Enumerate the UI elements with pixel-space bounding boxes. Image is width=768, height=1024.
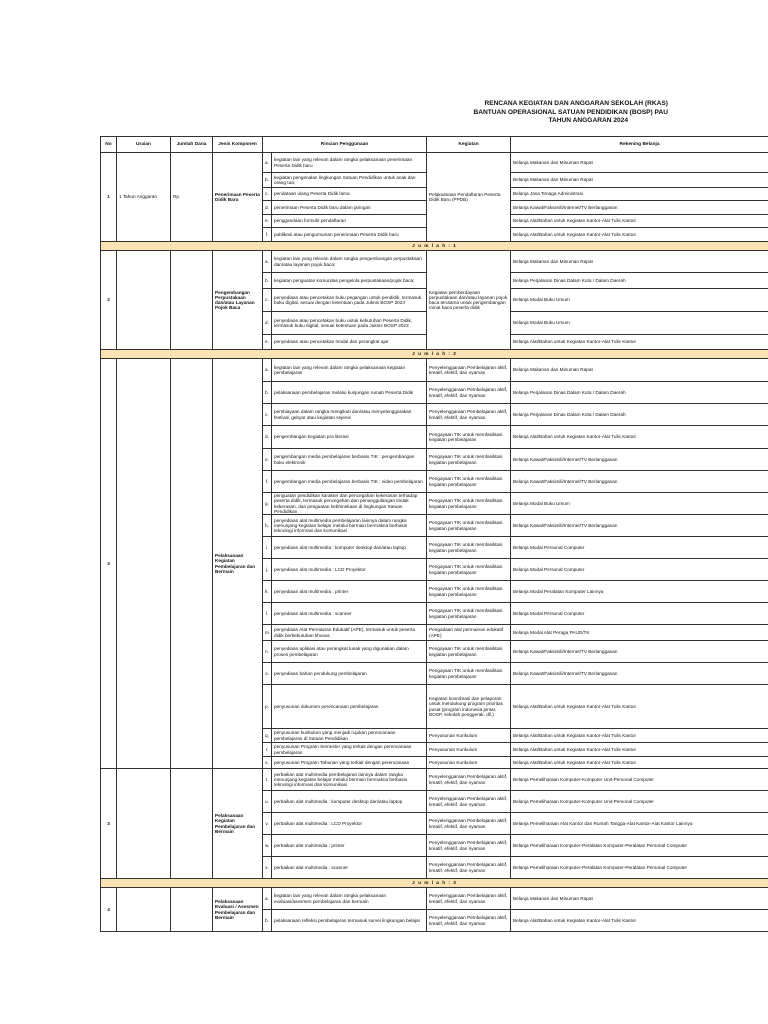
rekening-cell: Belanja Makanan dan Minuman Rapat — [511, 359, 768, 382]
table-row — [101, 251, 768, 273]
jumlah-row — [101, 242, 768, 251]
rekening-cell: Belanja Perjalanan Dinas Dalam Kota / Dalam Daerah — [511, 382, 768, 404]
kegiatan-cell: Penyelenggaraan Pembelajaran aktif, kreatif, efektif, dan nyaman — [427, 813, 511, 835]
jumlah-dana-cell — [171, 769, 213, 879]
rincian-cell: penyusunan Program Semester yang terkait dengan perencanaan pembelajaran — [272, 743, 427, 757]
jumlah-row — [101, 350, 768, 359]
rekening-cell: Belanja Kawat/Faksimili/Internet/TV Berlangganan — [511, 641, 768, 663]
rekening-cell: Belanja Pemeliharaan Komputer-Komputer Unit-Personal Computer — [511, 769, 768, 791]
kegiatan-cell: Penyusunan Kurikulum — [427, 757, 511, 769]
item-letter: l. — [263, 603, 272, 625]
rekening-cell: Belanja Modal Buku Umum — [511, 312, 768, 335]
rekening-cell: Belanja Jasa Tenaga Administrasi — [511, 188, 768, 201]
rekening-cell: Belanja Modal Buku Umum — [511, 493, 768, 515]
rincian-cell: kegiatan penguatan komunitas pengelola perpustakaan/pojok baca; — [272, 273, 427, 289]
rekening-cell: Belanja Pemeliharaan Komputer-Peralatan Komputer-Peralatan Personal Computer — [511, 857, 768, 879]
item-letter: b. — [263, 273, 272, 289]
kegiatan-cell: Pengayaan TIK untuk memfasilitasi kegiatan pembelajaran — [427, 471, 511, 493]
kegiatan-cell: Pengayaan TIK untuk memfasilitasi kegiatan pembelajaran — [427, 603, 511, 625]
item-letter: f. — [263, 228, 272, 242]
rekening-cell: Belanja Perjalanan Dinas Dalam Kota / Dalam Daerah — [511, 273, 768, 289]
rekening-cell: Belanja Alat/Bahan untuk Kegiatan Kantor-Alat Tulis Kantor — [511, 729, 768, 743]
kegiatan-cell: Pengayaan TIK untuk memfasilitasi kegiatan pembelajaran — [427, 537, 511, 559]
rincian-cell: penyediaan aplikasi atau perangkat lunak yang digunakan dalam proses pembelajaran — [272, 641, 427, 663]
rincian-cell: penyediaan alat multimedia pembelajaran lainnya dalam rangka menunjang kegiatan belajar melalui bermain bermakna berbasis teknologi informasi dan komunikasi — [272, 515, 427, 537]
rincian-cell: publikasi atau pengumuman penerimaan Peserta Didik baru — [272, 228, 427, 242]
item-letter: e. — [263, 449, 272, 471]
item-letter: d. — [263, 312, 272, 335]
uraian-cell — [117, 769, 171, 879]
rincian-cell: pembiayaan dalam rangka mengikuti dan/atau menyelenggarakan festival, gebyar atau kegiatan sejenis — [272, 404, 427, 426]
kegiatan-cell: Penyelenggaraan Pembelajaran aktif, kreatif, efektif, dan nyaman — [427, 835, 511, 857]
item-letter: w. — [263, 835, 272, 857]
kegiatan-cell: Penyelenggaraan Pembelajaran aktif, kreatif, efektif, dan nyaman — [427, 404, 511, 426]
rekening-cell: Belanja Alat/Bahan untuk Kegiatan Kantor-Alat Tulis Kantor — [511, 426, 768, 449]
rekening-cell: Belanja Kawat/Faksimili/Internet/TV Berlangganan — [511, 449, 768, 471]
uraian-cell — [117, 888, 171, 932]
item-letter: b. — [263, 173, 272, 188]
item-letter: f. — [263, 471, 272, 493]
rincian-cell: penyediaan alat multimedia : printer — [272, 581, 427, 603]
komponen-label: Penerimaan Peserta Didik Baru — [215, 191, 260, 202]
item-letter: m. — [263, 625, 272, 641]
kegiatan-cell: Pengayaan TIK untuk memfasilitasi kegiatan pembelajaran — [427, 641, 511, 663]
kegiatan-cell: Penyelenggaraan Pembelajaran aktif, kreatif, efektif, dan nyaman — [427, 857, 511, 879]
rincian-cell: kegiatan lain yang relevan dalam rangka pelaksanaan kegiatan pembelajaran — [272, 359, 427, 382]
item-letter: p. — [263, 685, 272, 729]
rekening-cell: Belanja Modal Peralatan Komputer Lainnya — [511, 581, 768, 603]
komponen-label: Pengembangan Perpustakaan dan/atau Layanan Pojok Baca — [215, 289, 255, 311]
col-header-kegiatan: Kegiatan — [427, 137, 511, 153]
rekening-cell: Belanja Alat/Bahan untuk Kegiatan Kantor-Alat Tulis Kantor — [511, 743, 768, 757]
rincian-cell: pengembangan media pembelajaran berbasis TIK : video pembelajaran — [272, 471, 427, 493]
rincian-cell: penyediaan atau pencetakan modul dan perangkat ajar — [272, 335, 427, 350]
rekening-cell: Belanja Modal Buku Umum — [511, 289, 768, 312]
rekening-cell: Belanja Makanan dan Minuman Rapat — [511, 251, 768, 273]
item-letter: u. — [263, 791, 272, 813]
rincian-cell: perbaikan alat multimedia : LCD Proyektor — [272, 813, 427, 835]
rekening-cell: Belanja Pemeliharaan Komputer-Komputer Unit-Personal Computer — [511, 791, 768, 813]
jenis-komponen-cell — [213, 359, 263, 769]
kegiatan-cell: Penyelenggaraan Pembelajaran aktif, kreatif, efektif, dan nyaman — [427, 382, 511, 404]
kegiatan-cell: Pengayaan TIK untuk memfasilitasi kegiatan pembelajaran — [427, 663, 511, 685]
col-header-uraian: Uraian — [117, 137, 171, 153]
rincian-cell: penerimaan Peserta Didik baru dalam jaringan — [272, 201, 427, 215]
item-letter: k. — [263, 581, 272, 603]
kegiatan-cell: Pengayaan TIK untuk memfasilitasi kegiatan pembelajaran — [427, 493, 511, 515]
rekening-cell: Belanja Perjalanan Dinas Dalam Kota / Dalam Daerah — [511, 404, 768, 426]
uraian-cell — [117, 153, 171, 242]
rincian-cell: penyediaan Alat Permainan Edukatif (APE), termasuk untuk peserta didik berkebutuhan khusus — [272, 625, 427, 641]
col-header-no: No — [101, 137, 117, 153]
rincian-cell: penyediaan atau pencetakan buku untuk kebutuhan Peserta Didik, termasuk buku digital, sesuai ketentuan pada Juknis BOSP 2023 — [272, 312, 427, 335]
item-letter: q. — [263, 729, 272, 743]
kegiatan-cell: Kegiatan pemberdayaan perpustakaan dan/atau layanan pojok baca terutama untuk pengembangan minat baca peserta didik — [427, 251, 511, 350]
rincian-cell: penyediaan bahan pendukung pembelajaran — [272, 663, 427, 685]
komponen-label: Pelaksanaan Kegiatan Pembelajaran dan Bermain — [215, 553, 256, 574]
rincian-cell: pengembangan kegiatan pra literasi — [272, 426, 427, 449]
kegiatan-cell: Pengayaan TIK untuk memfasilitasi kegiatan pembelajaran — [427, 559, 511, 581]
jumlah-dana-cell — [171, 888, 213, 932]
col-header-jenis-komponen: Jenis Komponen — [213, 137, 263, 153]
item-letter: e. — [263, 215, 272, 228]
item-letter: a. — [263, 888, 272, 910]
table-row — [101, 769, 768, 791]
item-letter: o. — [263, 663, 272, 685]
rekening-cell: Belanja Alat/Bahan untuk Kegiatan Kantor-Alat Tulis Kantor — [511, 228, 768, 242]
col-header-rincian: Rincian Penggunaan — [263, 137, 427, 153]
item-letter: v. — [263, 813, 272, 835]
row-number: 3 — [101, 769, 117, 879]
rekening-cell: Belanja Alat/Bahan untuk Kegiatan Kantor-Alat Tulis Kantor — [511, 757, 768, 769]
kegiatan-cell: Penyusunan Kurikulum — [427, 729, 511, 743]
jumlah-dana-cell — [171, 359, 213, 769]
item-letter: e. — [263, 335, 272, 350]
row-number: 2 — [101, 251, 117, 350]
kegiatan-cell: Pengayaan TIK untuk memfasilitasi kegiatan pembelajaran — [427, 449, 511, 471]
item-letter: b. — [263, 382, 272, 404]
rekening-cell: Belanja Alat/Bahan untuk Kegiatan Kantor-Alat Tulis Kantor — [511, 335, 768, 350]
rekening-cell: Belanja Pemeliharaan Komputer-Peralatan Komputer-Peralatan Personal Computer — [511, 835, 768, 857]
item-letter: c. — [263, 289, 272, 312]
item-letter: j. — [263, 559, 272, 581]
rekening-cell: Belanja Kawat/Faksimili/Internet/TV Berlangganan — [511, 515, 768, 537]
rekening-cell: Belanja Modal Personal Computer — [511, 537, 768, 559]
jenis-komponen-cell — [213, 769, 263, 879]
rkas-table — [100, 136, 768, 932]
rincian-cell: kegiatan pengenalan lingkungan Satuan Pendidikan untuk anak dan orang tua; — [272, 173, 427, 188]
jumlah-label: J u m l a h : 1 — [101, 242, 768, 251]
rincian-cell: penyediaan atau pencetakan buku pegangan untuk pendidik, termasuk buku digital, sesuai dengan ketentuan pada Juknis BOSP 2023 — [272, 289, 427, 312]
rincian-cell: perbaikan alat multimedia : printer — [272, 835, 427, 857]
rincian-cell: penguatan pendidikan karakter dan pencegahan kekerasan terhadap peserta didik, termasuk pencegahan dan penanggulangan tindak kekerasan, dan penguatan kebhinekaan di lingkungan Satuan Pendidikan — [272, 493, 427, 515]
rekening-cell: Belanja Makanan dan Minuman Rapat — [511, 888, 768, 910]
rincian-cell: pelaksanaan pembelajaran melalui kunjungan rumah Peserta Didik — [272, 382, 427, 404]
rincian-cell: pendataan ulang Peserta Didik lama — [272, 188, 427, 201]
rekening-cell: Belanja Kawat/Faksimili/Internet/TV Berlangganan — [511, 201, 768, 215]
item-letter: d. — [263, 426, 272, 449]
rincian-cell: penyusunan kurikulum yang menjadi rujukan perencanaan pembelajaran di Satuan Pendidikan — [272, 729, 427, 743]
item-letter: c. — [263, 404, 272, 426]
rekening-cell: Belanja Pemeliharaan Alat Kantor dan Rumah Tangga-Alat Kantor-Alat Kantor Lainnya — [511, 813, 768, 835]
col-header-rekening: Rekening Belanja — [511, 137, 768, 153]
item-letter: t. — [263, 769, 272, 791]
item-letter: n. — [263, 641, 272, 663]
item-letter: a. — [263, 153, 272, 173]
kegiatan-cell: Penyelenggaraan Pembelajaran aktif, kreatif, efektif, dan nyaman — [427, 769, 511, 791]
rincian-cell: kegiatan lain yang relevan dalam rangka pelaksanaan evaluasi/asesmen pembelajaran dan bermain — [272, 888, 427, 910]
kegiatan-cell: Kegiatan koordinasi dan pelaporan untuk mendukung program prioritas pusat (program indonesia pintar, BOSP, sekolah penggerak, dll.) — [427, 685, 511, 729]
kegiatan-cell: Penyusunan Kurikulum — [427, 743, 511, 757]
jumlah-dana-cell: Rp. — [171, 153, 213, 242]
item-letter: c. — [263, 188, 272, 201]
kegiatan-cell: Pengayaan TIK untuk memfasilitasi kegiatan pembelajaran — [427, 515, 511, 537]
document-title-block — [248, 100, 668, 126]
kegiatan-cell: Pengayaan TIK untuk memfasilitasi kegiatan pembelajaran — [427, 581, 511, 603]
rekening-cell: Belanja Alat/Bahan untuk Kegiatan Kantor-Alat Tulis Kantor — [511, 910, 768, 932]
item-letter: b. — [263, 910, 272, 932]
uraian-cell — [117, 251, 171, 350]
jumlah-row — [101, 879, 768, 888]
title-line-2: BANTUAN OPERASIONAL SATUAN PENDIDIKAN (BOSP) PAU — [473, 108, 668, 116]
komponen-label: Pelaksanaan Evaluasi / Asesmen Pembelajaran dan Bermain — [215, 899, 259, 920]
row-number: 1 — [101, 153, 117, 242]
kegiatan-cell: Pelaksanaan Pendaftaran Peserta Didik Baru (PPDB) — [427, 153, 511, 242]
kegiatan-cell: Pengadaan alat permainan edukatif (APE) — [427, 625, 511, 641]
item-letter: r. — [263, 743, 272, 757]
rincian-cell: kegiatan lain yang relevan dalam rangka pengembangan perpustakaan dan/atau layanan pojok baca; — [272, 251, 427, 273]
jumlah-label: J u m l a h : 2 — [101, 350, 768, 359]
item-letter: s. — [263, 757, 272, 769]
rincian-cell: pengembangan media pembelajaran berbasis TIK : pengembangan buku elektronik — [272, 449, 427, 471]
col-header-jumlah-dana: Jumlah Dana — [171, 137, 213, 153]
kegiatan-cell: Penyelenggaraan Pembelajaran aktif, kreatif, efektif, dan nyaman — [427, 888, 511, 910]
rekening-cell: Belanja Makanan dan Minuman Rapat — [511, 153, 768, 173]
uraian-cell — [117, 359, 171, 769]
item-letter: h. — [263, 515, 272, 537]
kegiatan-cell: Penyelenggaraan Pembelajaran aktif, kreatif, efektif, dan nyaman — [427, 359, 511, 382]
table-row — [101, 359, 768, 382]
rincian-cell: penyediaan alat multimedia : komputer desktop dan/atau laptop — [272, 537, 427, 559]
rekening-cell: Belanja Modal Personal Computer — [511, 559, 768, 581]
rekening-cell: Belanja Kawat/Faksimili/Internet/TV Berlangganan — [511, 471, 768, 493]
kegiatan-cell: Penyelenggaraan Pembelajaran aktif, kreatif, efektif, dan nyaman — [427, 791, 511, 813]
rincian-cell: penyusunan Program Tahunan yang terkait dengan perencanaan — [272, 757, 427, 769]
rekening-cell: Belanja Kawat/Faksimili/Internet/TV Berlangganan — [511, 663, 768, 685]
rincian-cell: perbaikan alat multimedia : komputer desktop dan/atau laptop — [272, 791, 427, 813]
rekening-cell: Belanja Alat/Bahan untuk Kegiatan Kantor-Alat Tulis Kantor — [511, 215, 768, 228]
rincian-cell: penyusunan dokumen perencanaan pembelajaran — [272, 685, 427, 729]
rekening-cell: Belanja Makanan dan Minuman Rapat — [511, 173, 768, 188]
rekening-cell: Belanja Alat/Bahan untuk Kegiatan Kantor-Alat Tulis Kantor — [511, 685, 768, 729]
row-number: 4 — [101, 888, 117, 932]
rincian-cell: kegiatan lain yang relevan dalam rangka pelaksanaan penerimaan Peserta Didik baru — [272, 153, 427, 173]
jenis-komponen-cell — [213, 251, 263, 350]
rincian-cell: perbaikan alat multimedia pembelajaran lainnya dalam rangka menunjang kegiatan belajar melalui bermain bermakna berbasis teknologi informasi dan komunikasi — [272, 769, 427, 791]
rincian-cell: penggandaan formulir pendaftaran — [272, 215, 427, 228]
item-letter: x. — [263, 857, 272, 879]
jenis-komponen-cell — [213, 888, 263, 932]
item-letter: i. — [263, 537, 272, 559]
rekening-cell: Belanja Modal Personal Computer — [511, 603, 768, 625]
rincian-cell: perbaikan alat multimedia : scanner — [272, 857, 427, 879]
jumlah-label: J u m l a h : 3 — [101, 879, 768, 888]
kegiatan-cell: Pengayaan TIK untuk memfasilitasi kegiatan pembelajaran — [427, 426, 511, 449]
komponen-label: Pelaksanaan Kegiatan Pembelajaran dan Bermain — [215, 813, 256, 834]
rincian-cell: penyediaan alat multimedia : LCD Proyektor — [272, 559, 427, 581]
jumlah-dana-cell — [171, 251, 213, 350]
table-row — [101, 888, 768, 910]
rincian-cell: penyediaan alat multimedia : scanner — [272, 603, 427, 625]
table-header-row — [101, 137, 768, 153]
item-letter: a. — [263, 251, 272, 273]
table-row — [101, 153, 768, 173]
rincian-cell: pelaksanaan refleksi pembelajaran termasuk survei lingkungan belajar — [272, 910, 427, 932]
title-line-3: TAHUN ANGGARAN 2024 — [548, 117, 628, 125]
uraian-number: 1 — [119, 194, 122, 200]
kegiatan-cell: Penyelenggaraan Pembelajaran aktif, kreatif, efektif, dan nyaman — [427, 910, 511, 932]
rekening-cell: Belanja Modal Alat Peraga PAUD/TK — [511, 625, 768, 641]
row-number: 3 — [101, 359, 117, 769]
item-letter: g. — [263, 493, 272, 515]
item-letter: d. — [263, 201, 272, 215]
uraian-text: Tahun Anggaran — [122, 194, 157, 200]
item-letter: a. — [263, 359, 272, 382]
title-line-1: RENCANA KEGIATAN DAN ANGGARAN SEKOLAH (RKAS) — [484, 100, 668, 107]
jenis-komponen-cell — [213, 153, 263, 242]
